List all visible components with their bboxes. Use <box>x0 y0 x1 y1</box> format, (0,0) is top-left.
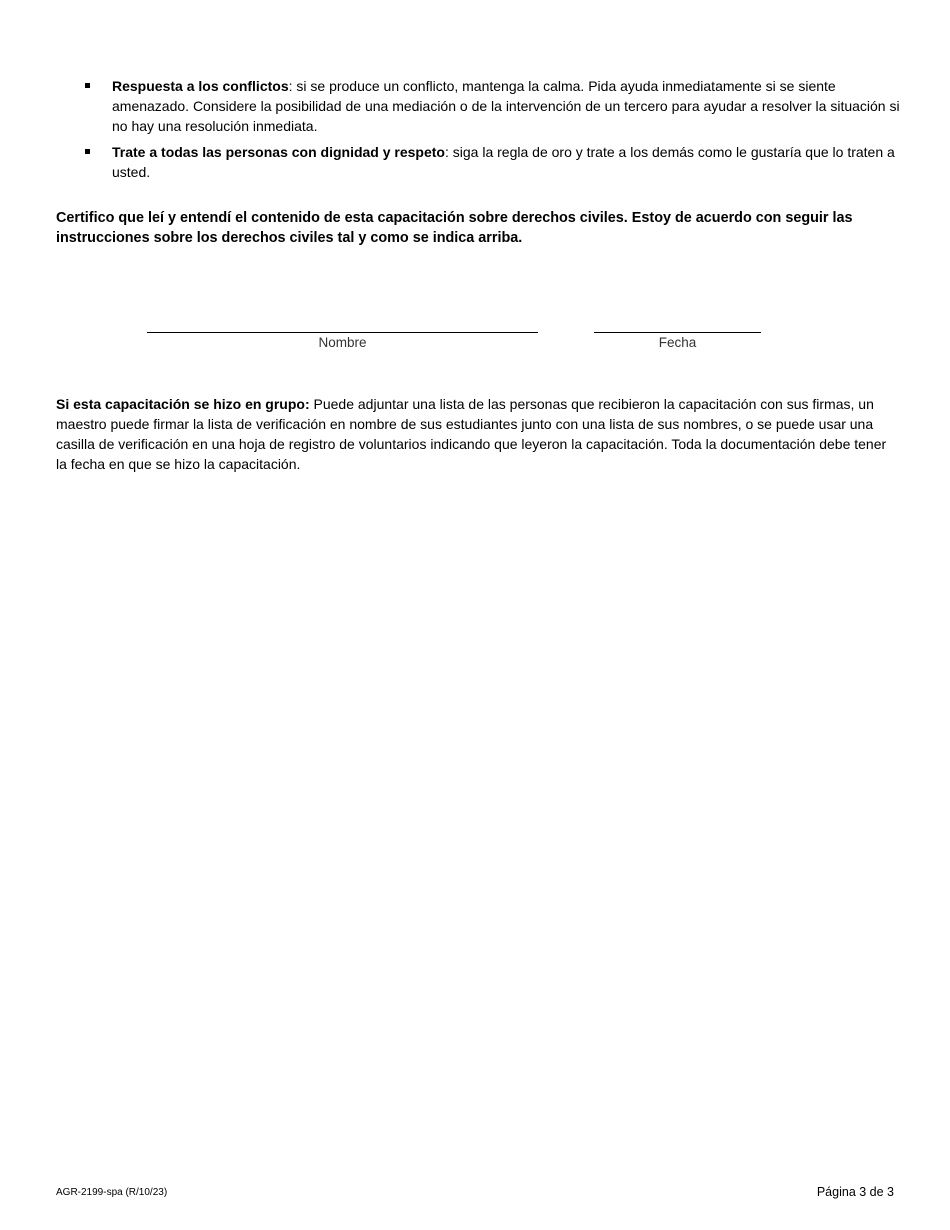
group-note-title: Si esta capacitación se hizo en grupo: <box>56 396 310 412</box>
date-label: Fecha <box>658 335 697 350</box>
bullet-title: Respuesta a los conflictos <box>112 78 289 94</box>
form-code: AGR-2199-spa (R/10/23) <box>56 1187 168 1198</box>
bullet-text: : si se produce un conflicto, mantenga la calma. Pida ayuda inmediatamente si se siente amenazado. Considere la posibilidad de una mediación o de la intervención de un tercero para ayudar a resolver la situación si no hay una resolución inmediata. <box>112 78 900 134</box>
square-bullet-icon <box>85 149 90 154</box>
certification-statement: Certifico que leí y entendí el contenido de esta capacitación sobre derechos civiles. Estoy de acuerdo con seguir las instrucciones sobre los derechos civiles tal y como se indica arriba. <box>56 210 853 246</box>
guidelines-list <box>84 76 904 188</box>
list-item <box>84 76 904 136</box>
bullet-text: : siga la regla de oro y trate a los demás como le gustaría que lo traten a usted. <box>112 144 895 180</box>
list-item <box>84 142 904 182</box>
name-label: Nombre <box>318 335 367 350</box>
group-note-text: Puede adjuntar una lista de las personas que recibieron la capacitación con sus firmas, un maestro puede firmar la lista de verificación en nombre de sus estudiantes junto con una lista de sus nombres, o se puede usar una casilla de verificación en una hoja de registro de voluntarios indicando que leyeron la capacitación. Toda la documentación debe tener la fecha en que se hizo la capacitación. <box>56 396 887 472</box>
group-training-note <box>56 394 896 474</box>
bullet-title: Trate a todas las personas con dignidad y respeto <box>112 144 445 160</box>
square-bullet-icon <box>85 83 90 88</box>
page-number: Página 3 de 3 <box>816 1185 894 1199</box>
